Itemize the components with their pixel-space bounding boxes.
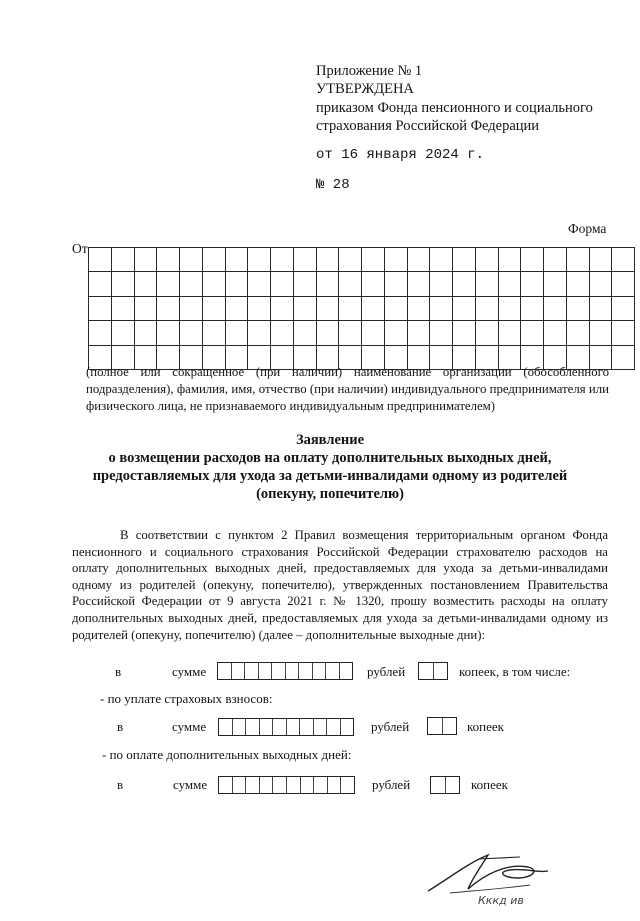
grid-cell[interactable] bbox=[89, 248, 112, 272]
grid-cell[interactable] bbox=[271, 296, 294, 320]
signature-scribble: Кккд ив bbox=[478, 894, 524, 907]
grid-cell[interactable] bbox=[362, 296, 385, 320]
kopecks-label-3: копеек bbox=[471, 777, 508, 792]
grid-cell[interactable] bbox=[612, 321, 635, 345]
rubles-label-3: рублей bbox=[372, 777, 411, 792]
grid-cell[interactable] bbox=[293, 248, 316, 272]
insurance-label: - по уплате страховых взносов: bbox=[100, 691, 273, 706]
grid-cell[interactable] bbox=[544, 296, 567, 320]
grid-cell[interactable] bbox=[384, 248, 407, 272]
grid-cell[interactable] bbox=[589, 248, 612, 272]
grid-row bbox=[89, 248, 635, 272]
grid-cell[interactable] bbox=[521, 296, 544, 320]
grid-cell[interactable] bbox=[566, 321, 589, 345]
grid-cell[interactable] bbox=[157, 321, 180, 345]
rubles-label-1: рублей bbox=[367, 664, 406, 679]
grid-cell[interactable] bbox=[339, 296, 362, 320]
grid-cell[interactable] bbox=[362, 272, 385, 296]
rubles-label-2: рублей bbox=[371, 719, 410, 734]
grid-row bbox=[89, 321, 635, 345]
grid-cell[interactable] bbox=[339, 321, 362, 345]
grid-cell[interactable] bbox=[430, 248, 453, 272]
grid-cell[interactable] bbox=[225, 296, 248, 320]
grid-cell[interactable] bbox=[407, 272, 430, 296]
body-paragraph bbox=[72, 527, 608, 643]
grid-cell[interactable] bbox=[111, 272, 134, 296]
grid-cell[interactable] bbox=[271, 272, 294, 296]
grid-cell[interactable] bbox=[134, 272, 157, 296]
grid-cell[interactable] bbox=[521, 272, 544, 296]
grid-cell[interactable] bbox=[544, 321, 567, 345]
grid-cell[interactable] bbox=[225, 248, 248, 272]
grid-cell[interactable] bbox=[134, 296, 157, 320]
grid-cell[interactable] bbox=[134, 248, 157, 272]
order-date: от 16 января 2024 г. bbox=[316, 147, 485, 163]
sum-label-2: сумме bbox=[172, 719, 207, 734]
grid-cell[interactable] bbox=[293, 321, 316, 345]
grid-cell[interactable] bbox=[430, 321, 453, 345]
grid-cell[interactable] bbox=[362, 321, 385, 345]
days-kopecks-boxes[interactable] bbox=[430, 776, 460, 794]
grid-cell[interactable] bbox=[384, 321, 407, 345]
grid-cell[interactable] bbox=[498, 296, 521, 320]
grid-cell[interactable] bbox=[157, 272, 180, 296]
grid-cell[interactable] bbox=[248, 296, 271, 320]
grid-cell[interactable] bbox=[498, 248, 521, 272]
insurance-rubles-boxes[interactable] bbox=[218, 718, 354, 736]
statement-title: Заявление bbox=[295, 432, 365, 448]
grid-cell[interactable] bbox=[293, 296, 316, 320]
grid-cell[interactable] bbox=[316, 296, 339, 320]
total-kopecks-boxes[interactable] bbox=[418, 662, 448, 680]
grid-cell[interactable] bbox=[407, 321, 430, 345]
kopecks-label-2: копеек bbox=[467, 719, 504, 734]
grid-cell[interactable] bbox=[362, 248, 385, 272]
grid-cell[interactable] bbox=[248, 272, 271, 296]
grid-cell[interactable] bbox=[612, 345, 635, 369]
grid-cell[interactable] bbox=[407, 248, 430, 272]
grid-cell[interactable] bbox=[589, 272, 612, 296]
grid-cell[interactable] bbox=[453, 296, 476, 320]
grid-cell[interactable] bbox=[89, 321, 112, 345]
grid-cell[interactable] bbox=[453, 272, 476, 296]
grid-cell[interactable] bbox=[248, 321, 271, 345]
statement-subtitle-2: предоставляемых для ухода за детьми-инвалидами одному из родителей bbox=[92, 468, 568, 484]
order-number: № 28 bbox=[316, 177, 350, 193]
grid-cell[interactable] bbox=[225, 272, 248, 296]
grid-cell[interactable] bbox=[566, 272, 589, 296]
grid-cell[interactable] bbox=[521, 321, 544, 345]
grid-cell[interactable] bbox=[612, 248, 635, 272]
grid-cell[interactable] bbox=[475, 248, 498, 272]
grid-cell[interactable] bbox=[407, 296, 430, 320]
grid-cell[interactable] bbox=[180, 321, 203, 345]
grid-cell[interactable] bbox=[202, 272, 225, 296]
approved-label: УТВЕРЖДЕНА bbox=[316, 81, 414, 97]
grid-row bbox=[89, 296, 635, 320]
order-line-2: страхования Российской Федерации bbox=[316, 118, 540, 134]
grid-cell[interactable] bbox=[453, 321, 476, 345]
grid-cell[interactable] bbox=[202, 321, 225, 345]
grid-cell[interactable] bbox=[202, 296, 225, 320]
grid-cell[interactable] bbox=[202, 248, 225, 272]
in-label-3: в bbox=[117, 777, 124, 792]
sum-label-1: сумме bbox=[172, 664, 207, 679]
grid-cell[interactable] bbox=[475, 321, 498, 345]
grid-cell[interactable] bbox=[339, 272, 362, 296]
applicant-grid-table[interactable] bbox=[88, 247, 635, 370]
grid-cell[interactable] bbox=[157, 296, 180, 320]
grid-cell[interactable] bbox=[157, 248, 180, 272]
grid-cell[interactable] bbox=[339, 248, 362, 272]
days-rubles-boxes[interactable] bbox=[218, 776, 355, 794]
grid-cell[interactable] bbox=[430, 272, 453, 296]
grid-cell[interactable] bbox=[89, 296, 112, 320]
insurance-kopecks-boxes[interactable] bbox=[427, 717, 457, 735]
grid-cell[interactable] bbox=[271, 321, 294, 345]
grid-cell[interactable] bbox=[180, 248, 203, 272]
sum-label-3: сумме bbox=[173, 777, 208, 792]
grid-cell[interactable] bbox=[475, 272, 498, 296]
from-label: От bbox=[72, 241, 88, 256]
grid-cell[interactable] bbox=[612, 296, 635, 320]
grid-cell[interactable] bbox=[384, 272, 407, 296]
grid-cell[interactable] bbox=[271, 248, 294, 272]
grid-cell[interactable] bbox=[430, 296, 453, 320]
grid-cell[interactable] bbox=[111, 296, 134, 320]
applicant-name-grid[interactable] bbox=[88, 247, 635, 370]
grid-cell[interactable] bbox=[316, 321, 339, 345]
total-rubles-boxes[interactable] bbox=[217, 662, 353, 680]
grid-cell[interactable] bbox=[111, 321, 134, 345]
grid-cell[interactable] bbox=[589, 321, 612, 345]
grid-cell[interactable] bbox=[544, 272, 567, 296]
grid-cell[interactable] bbox=[498, 272, 521, 296]
appendix-number: Приложение № 1 bbox=[316, 63, 423, 79]
in-label-2: в bbox=[117, 719, 124, 734]
grid-cell[interactable] bbox=[566, 296, 589, 320]
grid-cell[interactable] bbox=[316, 248, 339, 272]
grid-cell[interactable] bbox=[89, 272, 112, 296]
kopecks-incl-label: копеек, в том числе: bbox=[459, 664, 571, 679]
grid-caption: (полное или сокращенное (при наличии) наименование организации (обособленного подразделения), фамилия, имя, отчество (при наличии) индивидуального предпринимателя или физического лица, не признаваемого индивидуальным предпринимателем) bbox=[86, 365, 609, 413]
body-text: В соответствии с пунктом 2 Правил возмещения территориальным органом Фонда пенсионного и социального страхования Российской Федерации страхователю расходов на оплату дополнительных выходных дней, предоставляемых для ухода за детьми-инвалидами одному из родителей (опекуну, попечителю), утвержденных постановлением Правительства Российской Федерации от 9 августа 2021 г. № 1320, прошу возместить расходы на оплату дополнительных выходных дней, предоставляемых для ухода за детьми-инвалидами одному из родителей (опекуну, попечителю) (далее – дополнительные выходные дни): bbox=[72, 528, 608, 642]
grid-cell[interactable] bbox=[566, 248, 589, 272]
form-label: Форма bbox=[568, 221, 607, 236]
grid-cell[interactable] bbox=[293, 272, 316, 296]
grid-cell[interactable] bbox=[248, 248, 271, 272]
statement-subtitle-3: (опекуну, попечителю) bbox=[256, 486, 404, 502]
grid-cell[interactable] bbox=[612, 272, 635, 296]
statement-subtitle-1: о возмещении расходов на оплату дополнительных выходных дней, bbox=[108, 450, 552, 466]
grid-cell[interactable] bbox=[225, 321, 248, 345]
grid-cell[interactable] bbox=[544, 248, 567, 272]
grid-cell[interactable] bbox=[521, 248, 544, 272]
grid-cell[interactable] bbox=[498, 321, 521, 345]
grid-cell[interactable] bbox=[134, 321, 157, 345]
order-line-1: приказом Фонда пенсионного и социального bbox=[316, 100, 593, 116]
grid-cell[interactable] bbox=[475, 296, 498, 320]
grid-cell[interactable] bbox=[180, 296, 203, 320]
grid-row bbox=[89, 272, 635, 296]
grid-cell[interactable] bbox=[180, 272, 203, 296]
grid-cell[interactable] bbox=[453, 248, 476, 272]
grid-cell[interactable] bbox=[589, 296, 612, 320]
grid-cell[interactable] bbox=[384, 296, 407, 320]
grid-cell[interactable] bbox=[111, 248, 134, 272]
days-label: - по оплате дополнительных выходных дней: bbox=[102, 747, 352, 762]
grid-cell[interactable] bbox=[316, 272, 339, 296]
in-label-1: в bbox=[115, 664, 122, 679]
